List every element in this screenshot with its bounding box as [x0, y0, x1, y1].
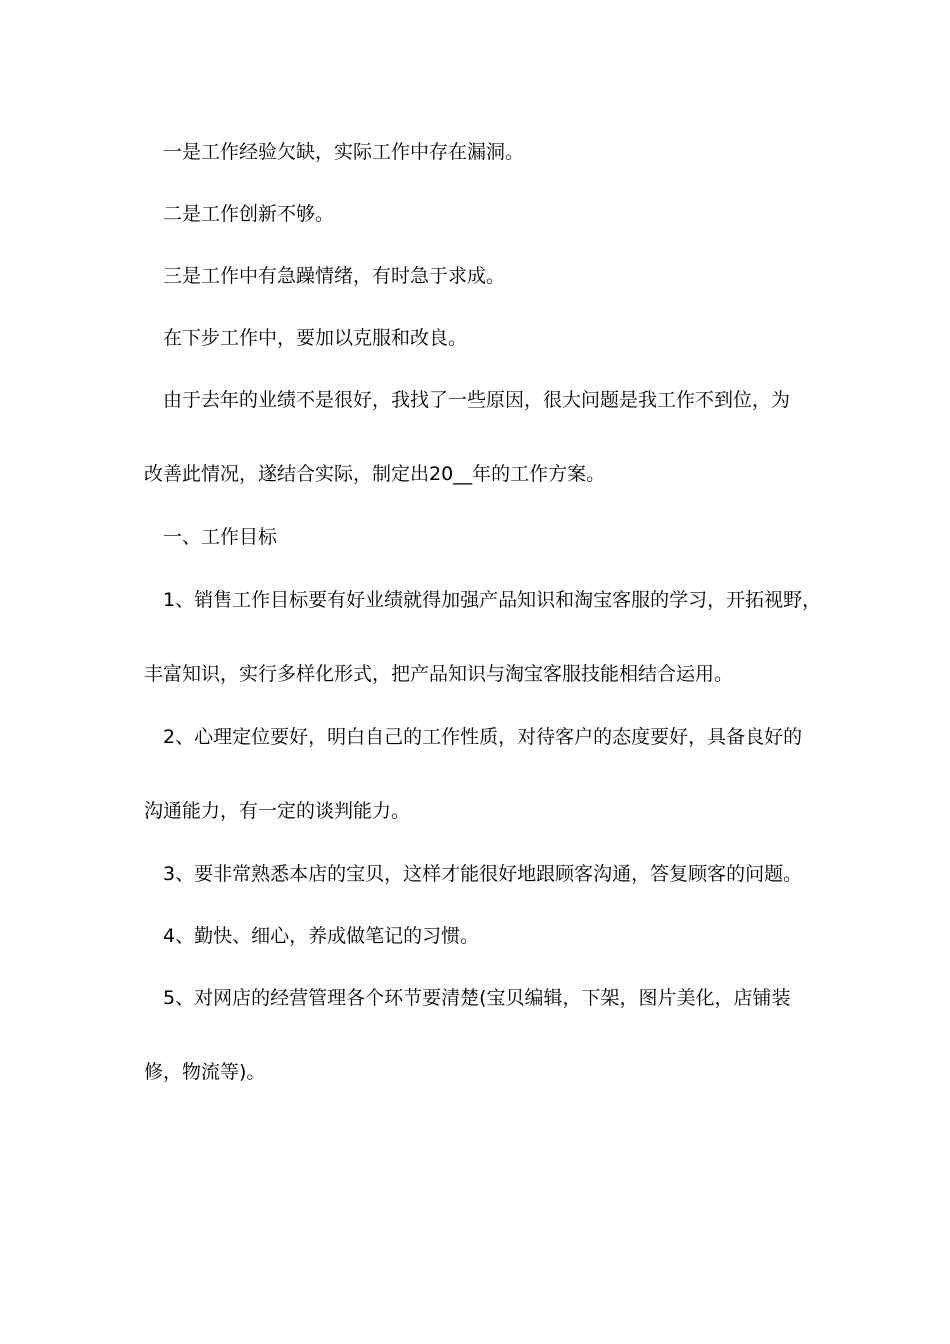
section-heading: 一、工作目标 — [163, 526, 278, 548]
paragraph-line: 由于去年的业绩不是很好，我找了一些原因，很大问题是我工作不到位，为 — [163, 389, 791, 411]
paragraph-line: 一是工作经验欠缺，实际工作中存在漏洞。 — [163, 141, 525, 163]
list-item: 5、对网店的经营管理各个环节要清楚(宝贝编辑，下架，图片美化，店铺装 — [163, 987, 791, 1009]
list-item: 1、销售工作目标要有好业绩就得加强产品知识和淘宝客服的学习，开拓视野， — [163, 589, 822, 611]
list-item: 2、心理定位要好，明白自己的工作性质，对待客户的态度要好，具备良好的 — [163, 726, 803, 748]
paragraph-line: 在下步工作中，要加以克服和改良。 — [163, 327, 468, 349]
list-item-continuation: 修，物流等)。 — [144, 1061, 266, 1083]
paragraph-line: 三是工作中有急躁情绪，有时急于求成。 — [163, 265, 506, 287]
list-item: 4、勤快、细心，养成做笔记的习惯。 — [163, 925, 480, 947]
list-item-continuation: 沟通能力，有一定的谈判能力。 — [144, 800, 411, 822]
paragraph-line: 二是工作创新不够。 — [163, 203, 335, 225]
list-item: 3、要非常熟悉本店的宝贝，这样才能很好地跟顾客沟通，答复顾客的问题。 — [163, 863, 803, 885]
paragraph-line: 改善此情况，遂结合实际，制定出20__年的工作方案。 — [144, 463, 606, 485]
list-item-continuation: 丰富知识，实行多样化形式，把产品知识与淘宝客服技能相结合运用。 — [144, 663, 734, 685]
